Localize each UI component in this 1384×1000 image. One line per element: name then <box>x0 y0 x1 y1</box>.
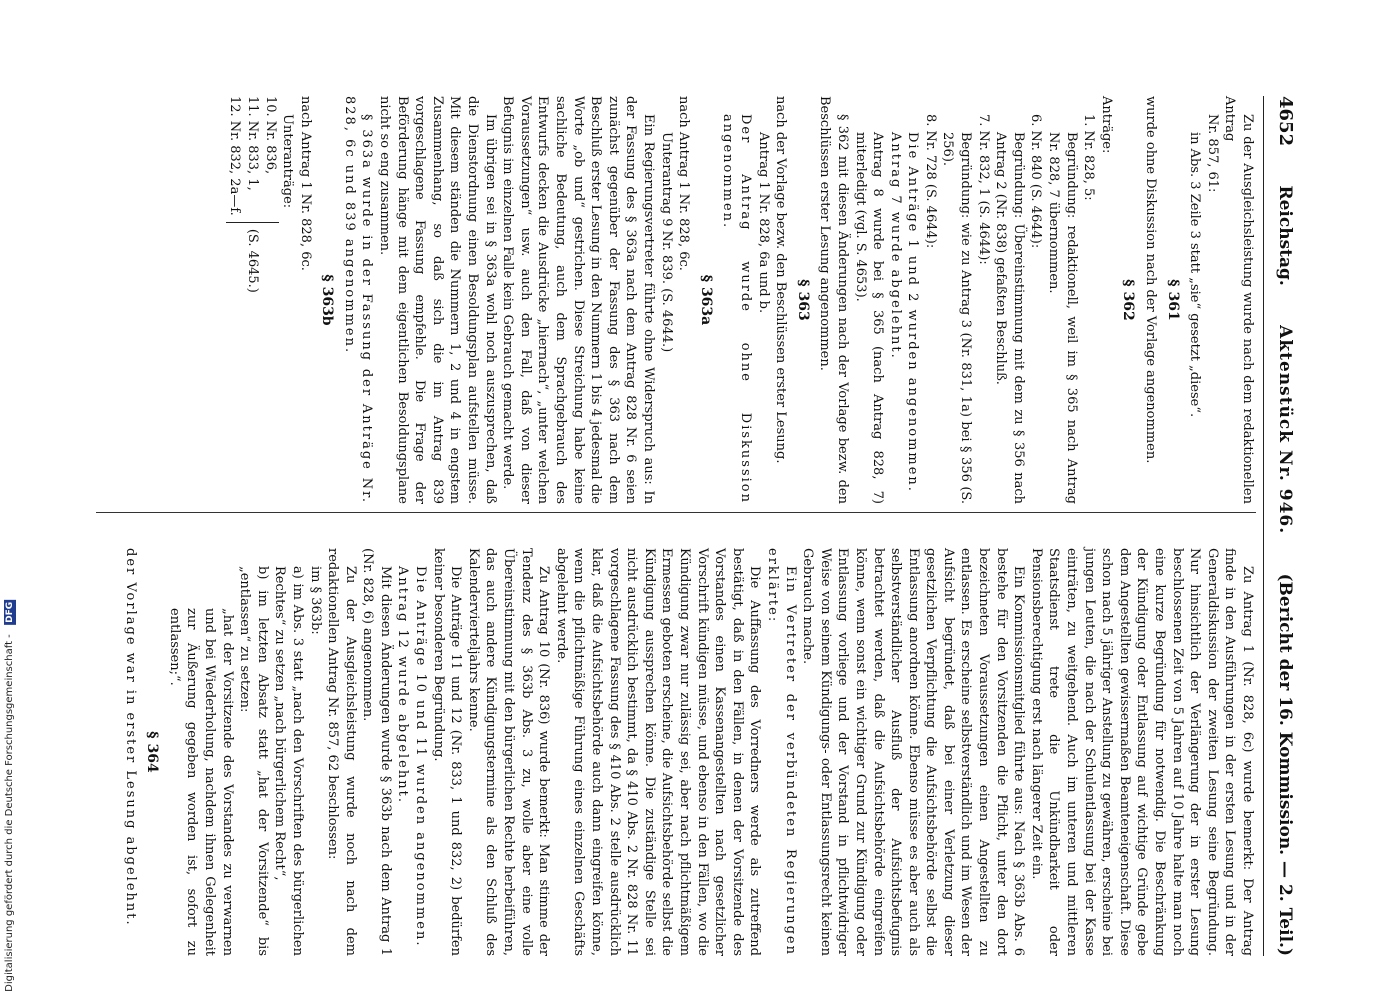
antrag-item: 8. Nr. 728 (S. 4644): <box>922 114 938 249</box>
column-divider <box>96 512 1256 513</box>
list-item: 11. Nr. 833, 1, <box>244 96 260 191</box>
header-center-title: Aktenstück Nr. 946. <box>1275 325 1295 535</box>
paragraph-heading: § 363a <box>697 274 714 326</box>
left-column <box>226 96 1256 504</box>
paragraph-heading: § 363 <box>794 279 811 321</box>
body-text: Zu der Ausgleichsleistung wurde noch nach dem redaktionellen Antrag Nr. 857, 62 beschlossen: <box>325 548 358 956</box>
paragraph-text: wurde ohne Diskussion nach der Vorlage angenommen. <box>1143 96 1159 464</box>
body-text: Ein Vertreter der verbündeten Regierungen erklärte: <box>764 548 798 956</box>
body-text: Ein Kommissionsmitglied führte aus: Nach § 363b Abs. 6 bestehe für den Vorsitzenden die Pflicht, unter den dort bezeichneten Voraussetzungen einen Angestellten zu entlassen. Es erscheine selbstverständlich und im Wesen der Aufsicht begründet, daß bei einer Verletzung dieser gesetzlichen Verpflichtung die Aufsichtsbehörde selbst die Entlassung anordnen könne. Ebenso müsse es aber auch als selbstverständlicher Ausfluß der Aufsichtsbefugnis betrachtet werden, daß die Aufsichtsbehörde eingreifen könne, wenn sonst ein wichtiger Grund zur Kündigung oder Entlassung vorliege und der Vorstand in pflichtwidriger Weise von seinem Kündigungs- oder Entlassungsrecht keinen Gebrauch mache. <box>800 548 1027 956</box>
paragraph-heading: § 362 <box>1120 279 1137 321</box>
body-text: Die Auffassung des Vorredners werde als zutreffend bestätigt, daß in den Fällen, in denen der Vorsitzende des Vorstandes einen Kassenangestellten nach gesetzlicher Vorschrift kündigen müsse, und ebenso in den Fällen, wo die Kündigung zwar nur zulässig sei, aber nach pflichtmäßigem Ermessen geboten erscheine, die Aufsichtsbehörde selbst die Kündigung aussprechen könne. Die zuständige Stelle sei nicht ausdrücklich bestimmt, da § 410 Abs. 2 Nr. 828 Nr. 11 vorgeschlagene Fassung des § 410 Abs. 2 stelle ausdrücklich klar, daß die Aufsichtsbehörde auch dann eingreifen könne, wenn die pflichtmäßige Führung eines einzelnen Geschäfts abgelehnt werde. <box>553 548 763 956</box>
antrag-text: Begründung: redaktionell, weil im § 365 nach Antrag Nr. 828, 7 übernommen. <box>1046 132 1079 504</box>
body-text: Im übrigen sei in § 363a wohl noch auszusprechen, daß die Dienstordnung einen Besoldungsplan aufstellen müsse. Mit diesem ständen die Nummern 1, 2 und 4 in engstem Zusammenhang, so daß sich die im Antrag 839 vorgeschlagene Fassung empfehle. Die Frage der Beförderung hänge mit dem eigentlichen Besoldungsplane nicht so eng zusammen. <box>377 96 498 504</box>
antrag-item: 6. Nr. 840 (S. 4644): <box>1028 114 1044 249</box>
antrag-text: Antrag 8 wurde bei § 365 (nach Antrag 828, 7) miterledigt (vgl. S. 4653). <box>852 132 886 504</box>
antraege-label: Anträge: <box>1098 96 1114 154</box>
page-number: 4652 <box>1275 96 1296 147</box>
body-text: § 363a wurde in der Fassung der Anträge Nr. 828, 6c und 839 angenommen. <box>341 96 375 504</box>
paragraph-result: Der Antrag wurde ohne Diskussion angenommen. <box>720 114 753 504</box>
body-text: Mit diesen Änderungen wurde § 363b nach dem Antrag 1 (Nr. 828, 6) angenommen. <box>360 548 393 956</box>
antrag-text: Begründung: Übereinstimmung mit dem zu § 356 nach Antrag 2 (Nr. 838) gefaßten Beschluß. <box>993 132 1026 504</box>
paragraph-result: § 362 mit diesen Änderungen nach der Vorlage bezw. den Beschlüssen erster Lesung angenommen. <box>817 96 850 504</box>
antrag-text: Die Anträge 1 und 2 wurden angenommen. <box>905 132 921 493</box>
unterantraege-label: Unteranträge: <box>280 114 296 209</box>
page-header <box>1263 96 1296 956</box>
intro-text: Zu der Ausgleichsleistung wurde nach dem redaktionellen Antrag <box>1222 96 1255 504</box>
body-text: im § 363b: <box>307 566 323 635</box>
body-text: Die Anträge 11 und 12 (Nr. 833, 1 und 832, 2) bedürfen keiner besonderen Begründung. <box>430 548 464 956</box>
ref-detail: in Abs. 3 Zeile 3 statt „sie“ gesetzt „diese“. <box>1187 132 1203 418</box>
list-item: 12. Nr. 832, 2a—f. <box>227 96 243 216</box>
ref-text: Nr. 857, 61: <box>1204 114 1220 193</box>
paragraph-heading: § 361 <box>1164 279 1181 321</box>
antrag-item: 7. Nr. 832, 1 (S. 4644): <box>975 114 991 265</box>
header-left-title: Reichstag. <box>1275 185 1295 286</box>
paragraph-heading: § 364 <box>144 731 161 773</box>
paragraph-text: Antrag 1 Nr. 828, 6a und b. <box>755 132 771 314</box>
paragraph-heading: § 363b <box>319 274 336 326</box>
list-item: a) im Abs. 3 statt „nach den Vorschriften des bürgerlichen Rechtes“ zu setzen „nach bürgerlichem Recht“, <box>272 566 305 956</box>
paragraph-text: nach Antrag 1 Nr. 828, 6c. <box>676 96 692 271</box>
digitization-note <box>4 600 18 992</box>
unterantrag: Unterantrag 9 Nr. 839. (S. 4644.) <box>658 132 674 353</box>
paragraph-text: nach Antrag 1 Nr. 828, 6c. <box>297 96 313 271</box>
digitization-text: Digitalisierung gefördert durch die Deutsche Forschungsgemeinschaft - <box>4 634 15 992</box>
body-text: Ein Regierungsvertreter führte ohne Widerspruch aus: In der Fassung des § 363a nach dem Antrag 828 Nr. 6 seien zunächst gegenüber der Fassung des § 363 nach dem Beschluß erster Lesung in den Nummern 1 bis 4 jedesmal die Worte „ob und“ gestrichen. Diese Streichung habe keine sachliche Bedeutung, auch dem Sprachgebrauch des Entwurfs decken die Ausdrücke „hiernach“, „unter welchen Voraussetzungen“ usw. auch den Fall, daß von dieser Befugnis im einzelnen Falle kein Gebrauch gemacht werde. <box>500 96 656 504</box>
antrag-item: 1. Nr. 828, 5: <box>1081 114 1097 201</box>
list-item: b) im letzten Absatz statt „hat der Vorsitzende“ bis „entlassen“ zu setzen: <box>237 566 270 956</box>
header-right-title: (Bericht der 16. Kommission. — 2. Teil.) <box>1275 573 1295 956</box>
paragraph-text: nach der Vorlage bezw. den Beschlüssen erster Lesung. <box>773 96 789 464</box>
right-column <box>121 548 1256 956</box>
body-text: Die Anträge 10 und 11 wurden angenommen. <box>413 566 429 948</box>
body-text: Antrag 12 wurde abgelehnt. <box>395 566 411 804</box>
list-reference: (S. 4645.) <box>244 228 260 293</box>
antrag-text: Antrag 7 wurde abgelehnt. <box>887 132 903 360</box>
dfg-logo: DFG <box>5 602 15 624</box>
unterantraege-list <box>226 96 279 504</box>
antrag-text: Begründung: wie zu Antrag 3 (Nr. 831, 1a) bei § 356 (S. 256). <box>940 132 974 504</box>
body-text: Zu Antrag 1 (Nr. 828, 6c) wurde bemerkt: Der Antrag finde in den Ausführungen in der ersten Lesung und in der Generaldiskussion der zweiten Lesung seine Begründung. Nur hinsichtlich der Verlängerung der in erster Lesung beschlossenen Zeit von 5 Jahren auf 10 Jahre halte man noch eine kurze Begründung für notwendig. Die Beschränkung der Kündigung oder Entlassung auf wichtige Gründe gebe dem Angestellten gewissermaßen Beamteneigenschaft. Diese schon nach 5 jähriger Anstellung zu gewähren, erscheine bei jungen Leuten, die nach der Schulentlassung bei der Kasse einträten, zu weitgehend. Auch im unteren und mittleren Staatsdienst trete die Unkündbarkeit oder Pensionsberechtigung erst nach längerer Zeit ein. <box>1028 548 1255 956</box>
quote-text: „hat der Vorsitzende des Vorstandes zu verwarnen und bei Wiederholung, nachdem ihnen Gelegenheit zur Äußerung gegeben worden ist, sofort zu entlassen;“. <box>166 608 235 956</box>
body-text: Zu Antrag 10 (Nr. 836) wurde bemerkt: Man stimme der Tendenz des § 363b Abs. 3 zu, wolle aber eine volle Übereinstimmung mit den bürgerlichen Rechte herbeiführen, das auch andere Kündigungstermine als den Schluß des Kalendervierteljahrs kenne. <box>465 548 552 956</box>
paragraph-text: der Vorlage war in erster Lesung abgelehnt. <box>122 548 138 927</box>
list-item: 10. Nr. 836, <box>262 96 278 175</box>
